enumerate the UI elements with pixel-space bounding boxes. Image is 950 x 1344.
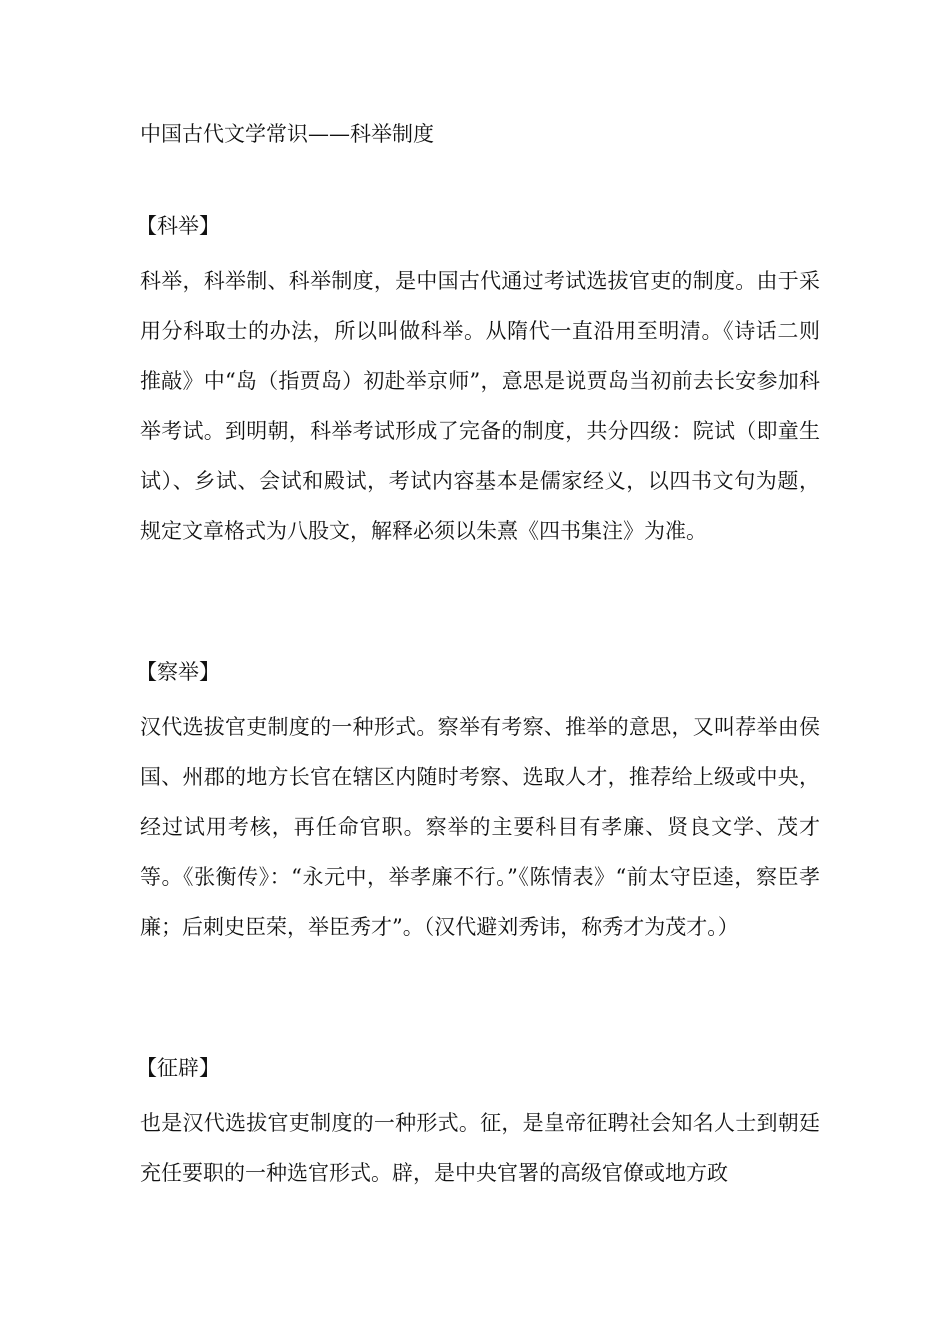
section-zhengbi [136, 1052, 820, 1198]
section-body: 汉代选拔官吏制度的一种形式。察举有考察、推举的意思，又叫荐举由侯国、州郡的地方长官在辖区内随时考察、选取人才，推荐给上级或中央，经过试用考核，再任命官职。察举的主要科目有孝廉、贤良文学、茂才等。《张衡传》：“永元中，举孝廉不行。”《陈情表》“前太守臣逵，察臣孝廉；后刺史臣荣，举臣秀才”。（汉代避刘秀讳，称秀才为茂才。） [140, 715, 820, 939]
section-body: 科举，科举制、科举制度，是中国古代通过考试选拔官吏的制度。由于采用分科取士的办法，所以叫做科举。从隋代一直沿用至明清。《诗话二则推敲》中“岛（指贾岛）初赴举京师”，意思是说贾岛当初前去长安参加科举考试。到明朝，科举考试形成了完备的制度，共分四级：院试（即童生试）、乡试、会试和殿试，考试内容基本是儒家经义，以四书文句为题，规定文章格式为八股文，解释必须以朱熹《四书集注》为准。 [140, 269, 820, 543]
document-title: 中国古代文学常识——科举制度 [140, 122, 434, 146]
section-chaju [136, 656, 820, 952]
section-heading: 【征辟】 [136, 1056, 220, 1080]
section-body: 也是汉代选拔官吏制度的一种形式。征，是皇帝征聘社会知名人士到朝廷充任要职的一种选官形式。辟，是中央官署的高级官僚或地方政 [140, 1111, 820, 1185]
section-keju [136, 210, 820, 556]
section-heading: 【科举】 [136, 214, 220, 238]
section-heading: 【察举】 [136, 660, 220, 684]
